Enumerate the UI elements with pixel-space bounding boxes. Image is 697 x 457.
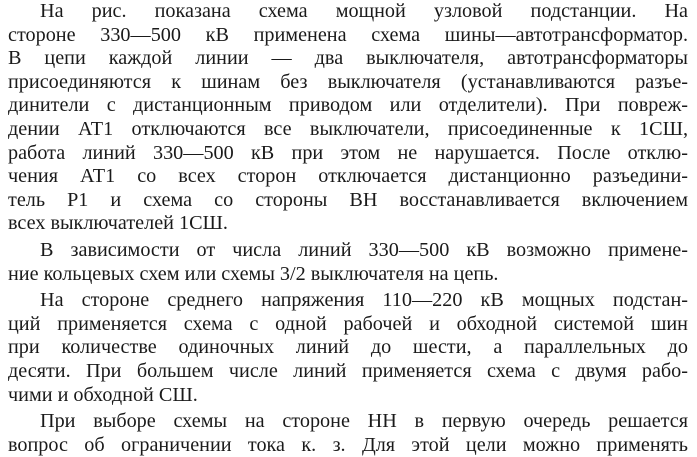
text-line: чения АТ1 со всех сторон отключается дистанционно разъедини- (8, 165, 688, 188)
text-line: всех выключателей 1СШ. (8, 212, 228, 235)
text-line: дении АТ1 отключаются все выключатели, присоединенные к 1СШ, (8, 117, 688, 140)
text-line: чими и обходной СШ. (8, 383, 198, 406)
text-line: На стороне среднего напряжения 110—220 кВ мощных подстан- (40, 289, 688, 312)
text-line: динители с дистанционным приводом или отделители). При повреж- (8, 94, 688, 117)
text-line: вопрос об ограничении тока к. з. Для этой цели можно применять (8, 433, 688, 456)
text-line: тель Р1 и схема со стороны ВН восстанавливается включением (8, 188, 688, 211)
text-line: В зависимости от числа линий 330—500 кВ возможно примене- (40, 238, 688, 261)
text-line: работа линий 330—500 кВ при этом не нарушается. После отклю- (8, 141, 688, 164)
paragraph-line-count (8, 239, 688, 286)
text-line: ние кольцевых схем или схемы 3/2 выключателя на цепь. (8, 262, 499, 285)
text-line: ций применяется схема с одной рабочей и обходной системой шин (8, 312, 688, 335)
text-line: при количестве одиночных линий до шести, а параллельных до (8, 336, 688, 359)
text-line: стороне 330—500 кВ применена схема шины—автотрансформатор. (8, 23, 688, 46)
document-page (8, 0, 688, 457)
text-line: На рис. показана схема мощной узловой подстанции. На (40, 0, 688, 22)
paragraph-low-voltage (8, 410, 688, 457)
text-line: При выборе схемы на стороне НН в первую очередь решается (40, 410, 688, 433)
paragraph-medium-voltage (8, 289, 688, 407)
paragraph-substation-scheme (8, 0, 688, 236)
text-line: присоединяются к шинам без выключателя (устанавливаются разъе- (8, 70, 688, 93)
text-line: В цепи каждой линии — два выключателя, автотрансформаторы (8, 47, 688, 70)
text-line: десяти. При большем числе линий применяется схема с двумя рабо- (8, 359, 688, 382)
